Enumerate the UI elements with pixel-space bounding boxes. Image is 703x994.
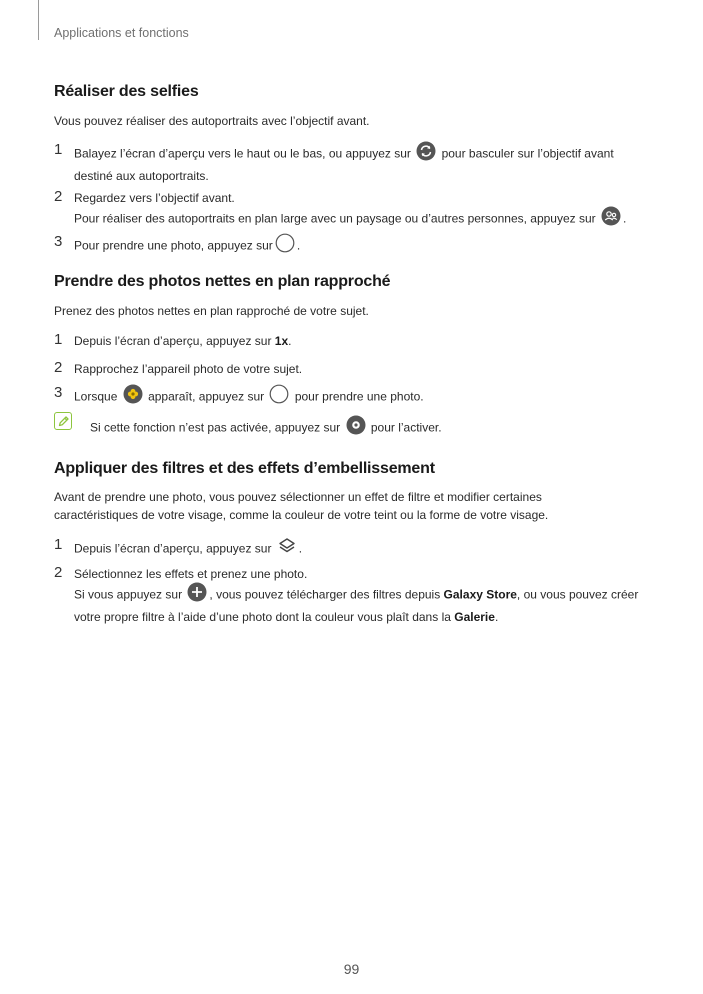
step-text: . bbox=[298, 541, 303, 556]
gallery-label: Galerie bbox=[454, 610, 495, 624]
running-header: Applications et fonctions bbox=[54, 26, 189, 40]
note-text: Si cette fonction n’est pas activée, appuyez sur bbox=[90, 420, 341, 435]
step-text: Lorsque bbox=[74, 389, 118, 404]
step-number: 1 bbox=[54, 331, 63, 348]
step-text: votre propre filtre à l’aide d’une photo dont la couleur vous plaît dans la bbox=[74, 610, 451, 624]
step-text: Pour réaliser des autoportraits en plan large avec un paysage ou d’autres personnes, appuyez sur bbox=[74, 211, 596, 226]
step-text: Pour prendre une photo, appuyez sur bbox=[74, 238, 273, 253]
shutter-button-icon bbox=[275, 233, 295, 258]
section-title-filters: Appliquer des filtres et des effets d’embellissement bbox=[54, 460, 435, 477]
filters-layers-icon bbox=[277, 536, 297, 561]
step-text: . bbox=[494, 610, 499, 624]
step-text: Si vous appuyez sur bbox=[74, 587, 183, 602]
step-number: 1 bbox=[54, 141, 63, 158]
step-text: pour prendre une photo. bbox=[294, 389, 424, 404]
step-text: destiné aux autoportraits. bbox=[74, 169, 209, 183]
step-number: 3 bbox=[54, 384, 63, 401]
zoom-label: 1x bbox=[274, 334, 289, 348]
note-text: pour l’activer. bbox=[370, 420, 442, 435]
step-text: pour basculer sur l’objectif avant bbox=[441, 146, 614, 161]
step-text: apparaît, appuyez sur bbox=[148, 389, 265, 404]
section-intro-filters-line2: caractéristiques de votre visage, comme la couleur de votre teint ou la forme de votre visage. bbox=[54, 508, 549, 522]
step-text: Depuis l’écran d’aperçu, appuyez sur bbox=[74, 334, 272, 348]
step-text: . bbox=[288, 334, 292, 348]
step-text: , vous pouvez télécharger des filtres depuis bbox=[209, 587, 441, 602]
wide-selfie-icon bbox=[601, 206, 621, 231]
step-text: Depuis l’écran d’aperçu, appuyez sur bbox=[74, 541, 272, 556]
step-text: Regardez vers l’objectif avant. bbox=[74, 191, 235, 205]
step-number: 2 bbox=[54, 564, 63, 581]
step-text: , ou vous pouvez créer bbox=[516, 587, 639, 602]
step-text: Balayez l’écran d’aperçu vers le haut ou le bas, ou appuyez sur bbox=[74, 146, 411, 161]
step-number: 1 bbox=[54, 536, 63, 553]
add-filter-icon bbox=[187, 582, 207, 607]
section-intro-filters-line1: Avant de prendre une photo, vous pouvez sélectionner un effet de filtre et modifier certaines bbox=[54, 490, 542, 504]
step-number: 2 bbox=[54, 359, 63, 376]
section-title-closeup: Prendre des photos nettes en plan rapproché bbox=[54, 273, 391, 290]
step-number: 3 bbox=[54, 233, 63, 250]
page-number: 99 bbox=[343, 961, 360, 977]
section-intro-selfies: Vous pouvez réaliser des autoportraits avec l’objectif avant. bbox=[54, 114, 370, 128]
galaxy-store-label: Galaxy Store bbox=[443, 587, 517, 602]
note-pencil-icon bbox=[54, 412, 72, 430]
macro-toggle-icon bbox=[346, 415, 366, 440]
step-text: . bbox=[623, 211, 627, 226]
switch-camera-icon bbox=[416, 141, 436, 166]
section-title-selfies: Réaliser des selfies bbox=[54, 83, 199, 100]
step-text: Rapprochez l’appareil photo de votre sujet. bbox=[74, 362, 303, 376]
margin-rule bbox=[38, 0, 39, 40]
macro-flower-icon bbox=[123, 384, 143, 409]
step-number: 2 bbox=[54, 188, 63, 205]
step-text: . bbox=[296, 238, 301, 253]
section-intro-closeup: Prenez des photos nettes en plan rapproché de votre sujet. bbox=[54, 304, 369, 318]
step-text: Sélectionnez les effets et prenez une photo. bbox=[74, 567, 308, 581]
shutter-button-icon bbox=[269, 384, 289, 409]
